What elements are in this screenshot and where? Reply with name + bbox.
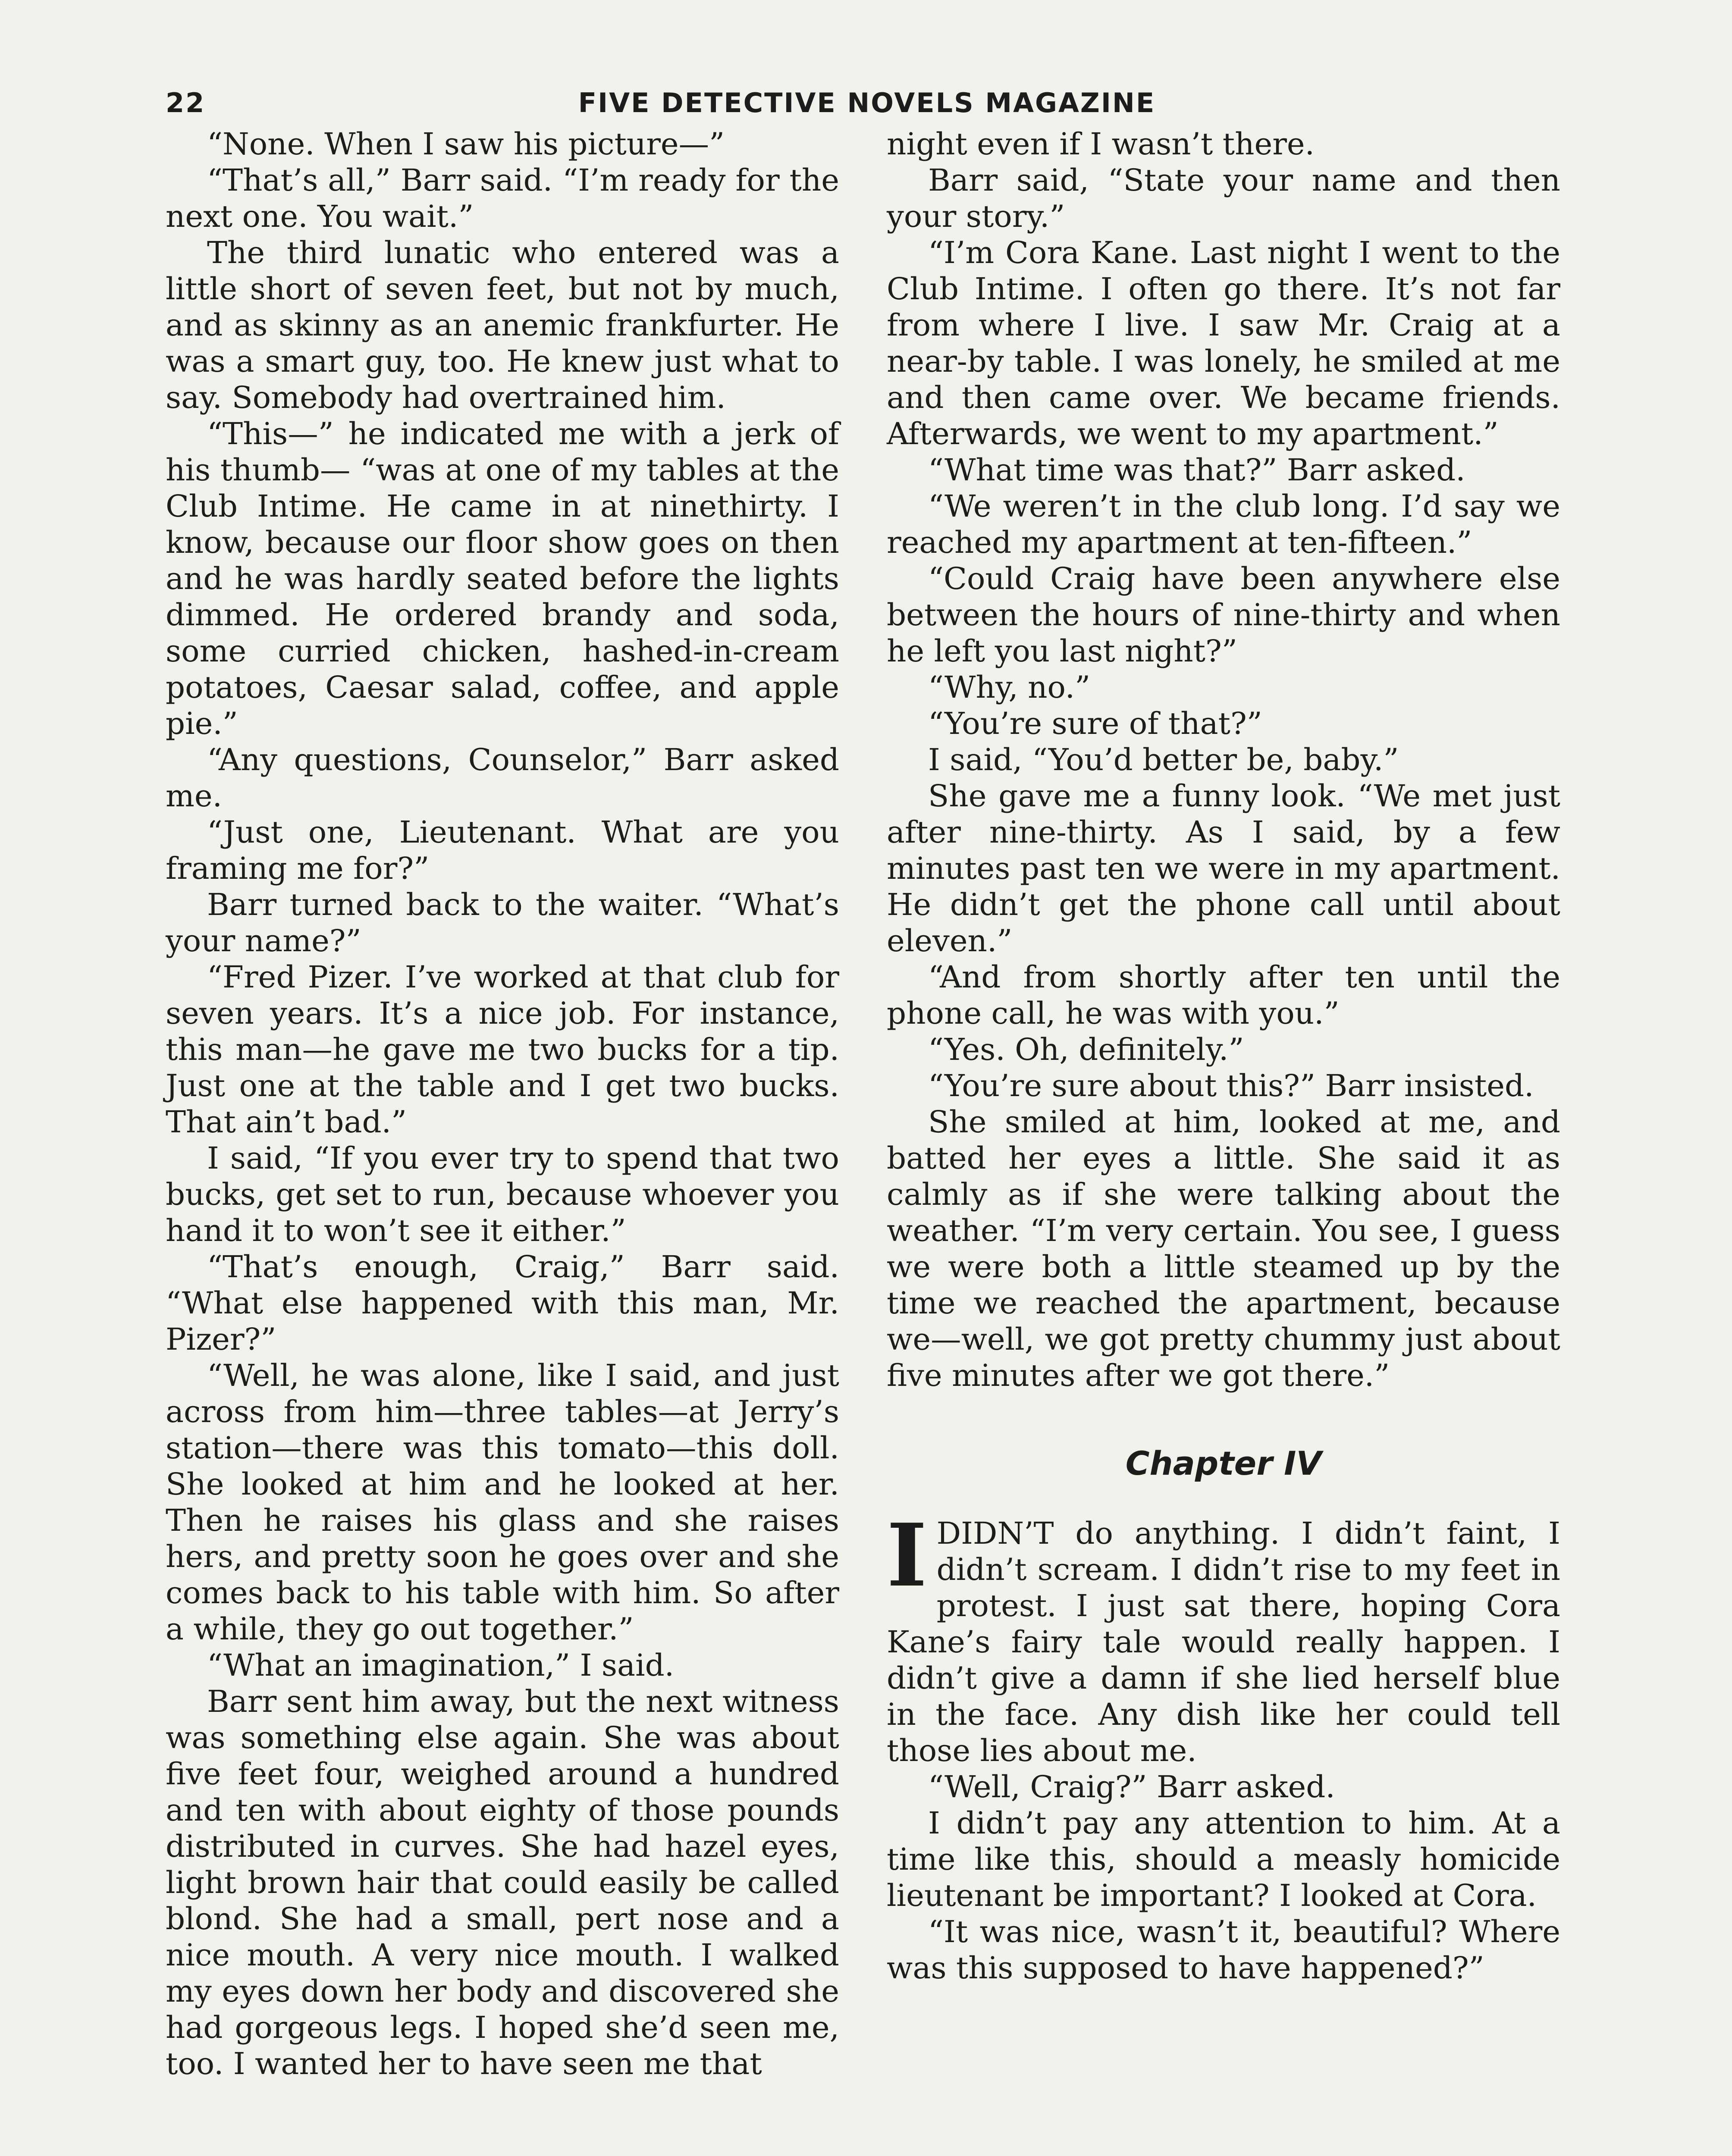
paragraph: I didn’t pay any attention to him. At a time like this, should a measly homicide lieutenant be important? I looked at Cora. <box>887 1805 1560 1913</box>
right-column <box>887 126 1560 1986</box>
paragraph: “Any questions, Counselor,” Barr asked me. <box>166 742 839 814</box>
left-column <box>166 126 839 2082</box>
paragraph: “Yes. Oh, definitely.” <box>928 1032 1244 1067</box>
paragraph: The third lunatic who entered was a little short of seven feet, but not by much, and as skinny as an anemic frankfurter. He was a smart guy, too. He knew just what to say. Somebody had overtrained him. <box>166 235 839 415</box>
paragraph: “Fred Pizer. I’ve worked at that club for seven years. It’s a nice job. For instance, this man—he gave me two bucks for a tip. Just one at the table and I get two bucks. That ain’t bad.” <box>166 959 839 1140</box>
paragraph: “Why, no.” <box>928 670 1091 705</box>
chapter-opening-paragraph <box>887 1505 1560 1769</box>
paragraph: “We weren’t in the club long. I’d say we reached my apartment at ten-fifteen.” <box>887 489 1560 560</box>
paragraph: “You’re sure about this?” Barr insisted. <box>928 1068 1534 1103</box>
paragraph: “That’s enough, Craig,” Barr said. “What else happened with this man, Mr. Pizer?” <box>166 1249 839 1357</box>
paragraph: She smiled at him, looked at me, and batted her eyes a little. She said it as calmly as if she were talking about the weather. “I’m very certain. You see, I guess we were both a little steamed up by the time we reached the apartment, because we—well, we got pretty chummy just about five minutes after we got there.” <box>887 1104 1560 1393</box>
paragraph: “You’re sure of that?” <box>928 706 1262 741</box>
paragraph: “Well, Craig?” Barr asked. <box>928 1769 1335 1805</box>
paragraph: “It was nice, wasn’t it, beautiful? Where was this supposed to have happened?” <box>887 1914 1560 1986</box>
paragraph: “What time was that?” Barr asked. <box>928 452 1465 488</box>
paragraph: night even if I wasn’t there. <box>887 126 1315 162</box>
paragraph: “None. When I saw his picture—” <box>207 126 725 162</box>
page-number: 22 <box>166 87 206 119</box>
paragraph: She gave me a funny look. “We met just after nine-thirty. As I said, by a few minutes past ten we were in my apartment. He didn’t get the phone call until about eleven.” <box>887 778 1560 959</box>
paragraph: “Could Craig have been anywhere else between the hours of nine-thirty and when he left you last night?” <box>887 561 1560 669</box>
paragraph: “Just one, Lieutenant. What are you framing me for?” <box>166 815 839 886</box>
paragraph: “This—” he indicated me with a jerk of his thumb— “was at one of my tables at the Club Intime. He came in at ninethirty. I know, because our floor show goes on then and he was hardly seated before the lights dimmed. He ordered brandy and soda, some curried chicken, hashed-in-cream potatoes, Caesar salad, coffee, and apple pie.” <box>166 416 839 741</box>
paragraph: I said, “If you ever try to spend that two bucks, get set to run, because whoever you hand it to won’t see it either.” <box>166 1141 839 1248</box>
paragraph: Barr turned back to the waiter. “What’s your name?” <box>166 887 839 959</box>
drop-cap: I <box>887 1505 927 1606</box>
paragraph: “That’s all,” Barr said. “I’m ready for the next one. You wait.” <box>166 163 839 234</box>
paragraph: “What an imagination,” I said. <box>207 1648 675 1683</box>
paragraph: “Well, he was alone, like I said, and just across from him—three tables—at Jerry’s station—there was this tomato—this doll. She looked at him and he looked at her. Then he raises his glass and she raises hers, and pretty soon he goes over and she comes back to his table with him. So after a while, they go out together.” <box>166 1358 839 1647</box>
paragraph: Barr said, “State your name and then your story.” <box>887 163 1560 234</box>
chapter-heading: Chapter IV <box>1125 1444 1322 1482</box>
page-header <box>166 85 1568 122</box>
running-title: FIVE DETECTIVE NOVELS MAGAZINE <box>578 87 1156 119</box>
paragraph: “And from shortly after ten until the phone call, he was with you.” <box>887 959 1560 1031</box>
paragraph: I said, “You’d better be, baby.” <box>928 742 1399 777</box>
opening-text: DIDN’T do anything. I didn’t faint, I didn’t scream. I didn’t rise to my feet in protest. I just sat there, hoping Cora Kane’s fairy tale would really happen. I didn’t give a damn if she lied herself blue in the face. Any dish like her could tell those lies about me. <box>887 1516 1560 1768</box>
paragraph: “I’m Cora Kane. Last night I went to the Club Intime. I often go there. It’s not far from where I live. I saw Mr. Craig at a near-by table. I was lonely, he smiled at me and then came over. We became friends. Afterwards, we went to my apartment.” <box>887 235 1560 451</box>
paragraph: Barr sent him away, but the next witness was something else again. She was about five feet four, weighed around a hundred and ten with about eighty of those pounds distributed in curves. She had hazel eyes, light brown hair that could easily be called blond. She had a small, pert nose and a nice mouth. A very nice mouth. I walked my eyes down her body and discovered she had gorgeous legs. I hoped she’d seen me, too. I wanted her to have seen me that <box>166 1684 839 2081</box>
